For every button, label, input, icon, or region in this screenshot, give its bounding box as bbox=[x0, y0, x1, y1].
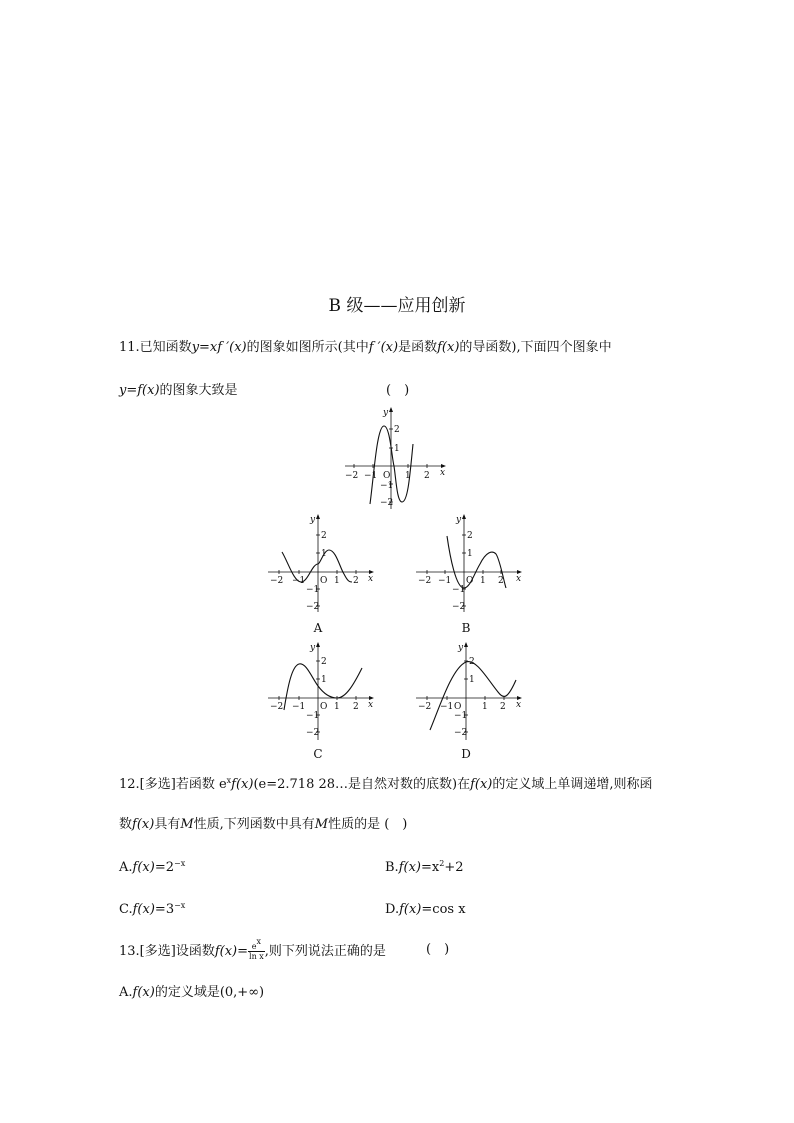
main-x-label: x bbox=[440, 468, 446, 478]
graph-label: x bbox=[368, 700, 374, 710]
graph-label: −1 bbox=[454, 711, 468, 721]
graph-label: −2 bbox=[418, 576, 432, 586]
graph-main bbox=[340, 404, 450, 514]
graph-label: O bbox=[466, 576, 474, 586]
graph-label: x bbox=[368, 574, 374, 584]
main-tick-yn2: −2 bbox=[380, 498, 394, 508]
graph-label: 1 bbox=[467, 549, 473, 559]
graph-label: x bbox=[516, 700, 522, 710]
q11-fpx: f ′(x) bbox=[368, 340, 399, 355]
graph-label: −1 bbox=[292, 702, 306, 712]
q12-line2: 数f(x)具有M性质,下列函数中具有M性质的是 ( ) bbox=[119, 817, 408, 832]
q11-line1 bbox=[119, 340, 612, 356]
q13-fraction: $\frac{e^x}{\text{ln x}}$ bbox=[249, 937, 264, 961]
graph-label: 2 bbox=[321, 531, 327, 541]
main-tick-p1: 1 bbox=[405, 471, 411, 481]
q13-option-a: A.f(x)的定义域是(0,+∞) bbox=[119, 985, 265, 1000]
q11-y-xfpx: y=xf ′(x) bbox=[191, 340, 247, 355]
graph-label: −2 bbox=[454, 728, 468, 738]
graph-label: −2 bbox=[418, 702, 432, 712]
graph-label: −1 bbox=[292, 576, 306, 586]
main-y-arrow bbox=[389, 407, 393, 412]
main-curve bbox=[370, 426, 413, 504]
main-tick-yn1: −1 bbox=[380, 481, 394, 491]
graph-label: O bbox=[320, 702, 328, 712]
graph-label: 2 bbox=[353, 702, 359, 712]
graph-label: 1 bbox=[469, 675, 475, 685]
option-d-label: D bbox=[461, 747, 471, 761]
q13-line1: 13.[多选]设函数f(x)= $\frac{e^x}{\text{ln x}}$ ,则下列说法正确的是 bbox=[119, 937, 386, 961]
graph-label: −2 bbox=[270, 702, 284, 712]
graph-label: 2 bbox=[469, 657, 475, 667]
graph-option-d bbox=[414, 640, 526, 744]
graph-label: −2 bbox=[306, 602, 320, 612]
graph-label: y bbox=[310, 515, 316, 525]
graph-option-a bbox=[266, 512, 378, 616]
graph-label: y bbox=[456, 515, 462, 525]
q11-y-fx: y=f(x) bbox=[119, 383, 160, 398]
q11-line2 bbox=[119, 383, 238, 399]
option-b-label: B bbox=[461, 621, 471, 635]
graph-label: 1 bbox=[334, 576, 340, 586]
main-origin: O bbox=[383, 471, 391, 481]
graph-label: 1 bbox=[480, 576, 486, 586]
main-tick-n1: −1 bbox=[364, 471, 378, 481]
section-title: B 级——应用创新 bbox=[328, 296, 466, 316]
graph-label: x bbox=[516, 574, 522, 584]
graph-label: 1 bbox=[334, 702, 340, 712]
graph-label: 1 bbox=[482, 702, 488, 712]
q12-option-c: $C.f(x)=3^{-x}$ bbox=[119, 901, 186, 917]
option-c-label: C bbox=[313, 747, 323, 761]
graph-label: O bbox=[320, 576, 328, 586]
q11-prefix: 11.已知函数 bbox=[119, 340, 192, 355]
q11-line2-suffix: 的图象大致是 bbox=[159, 383, 238, 398]
graph-label: −1 bbox=[452, 585, 466, 595]
main-y-label: y bbox=[383, 408, 389, 418]
graph-label: −2 bbox=[306, 728, 320, 738]
graph-label: 1 bbox=[321, 675, 327, 685]
q12-option-d: D.f(x)=cos x bbox=[385, 902, 466, 917]
q13-answer-paren: ( ) bbox=[426, 942, 450, 957]
graph-label: 2 bbox=[467, 531, 473, 541]
graph-label: 2 bbox=[321, 657, 327, 667]
main-tick-p2: 2 bbox=[424, 471, 430, 481]
graph-label: y bbox=[310, 643, 316, 653]
graph-option-c bbox=[266, 640, 378, 744]
graph-label: O bbox=[454, 702, 462, 712]
q11-mid2: 是函数 bbox=[398, 340, 438, 355]
graph-label: −1 bbox=[440, 702, 454, 712]
graph-label: y bbox=[458, 643, 464, 653]
q11-suffix: 的导函数),下面四个图象中 bbox=[459, 340, 612, 355]
graph-label: −2 bbox=[452, 602, 466, 612]
q12-option-b: $B.f(x)=x^2+2$ bbox=[385, 859, 464, 875]
option-d-curve bbox=[430, 662, 516, 730]
graph-label: −1 bbox=[306, 711, 320, 721]
graph-label: 2 bbox=[498, 576, 504, 586]
q12-line1: 12.[多选]若函数 $e^xf(x)(e=2.718$ 28…是自然对数的底数)在f(x)的定义域上单调递增,则称函 bbox=[119, 776, 653, 792]
main-tick-n2: −2 bbox=[345, 471, 359, 481]
graph-label: −2 bbox=[270, 576, 284, 586]
graph-label: 1 bbox=[321, 549, 327, 559]
graph-option-b bbox=[414, 512, 526, 616]
q11-mid: 的图象如图所示(其中 bbox=[246, 340, 369, 355]
graph-label: −1 bbox=[306, 585, 320, 595]
option-a-label: A bbox=[313, 621, 323, 635]
q12-option-a: $A.f(x)=2^{-x}$ bbox=[119, 859, 186, 875]
q11-fx: f(x) bbox=[437, 340, 460, 355]
main-tick-y2: 2 bbox=[394, 425, 400, 435]
main-tick-y1: 1 bbox=[394, 444, 400, 454]
q11-answer-paren: ( ) bbox=[386, 383, 410, 398]
graph-label: −1 bbox=[438, 576, 452, 586]
graph-label: 2 bbox=[500, 702, 506, 712]
graph-label: 2 bbox=[353, 576, 359, 586]
